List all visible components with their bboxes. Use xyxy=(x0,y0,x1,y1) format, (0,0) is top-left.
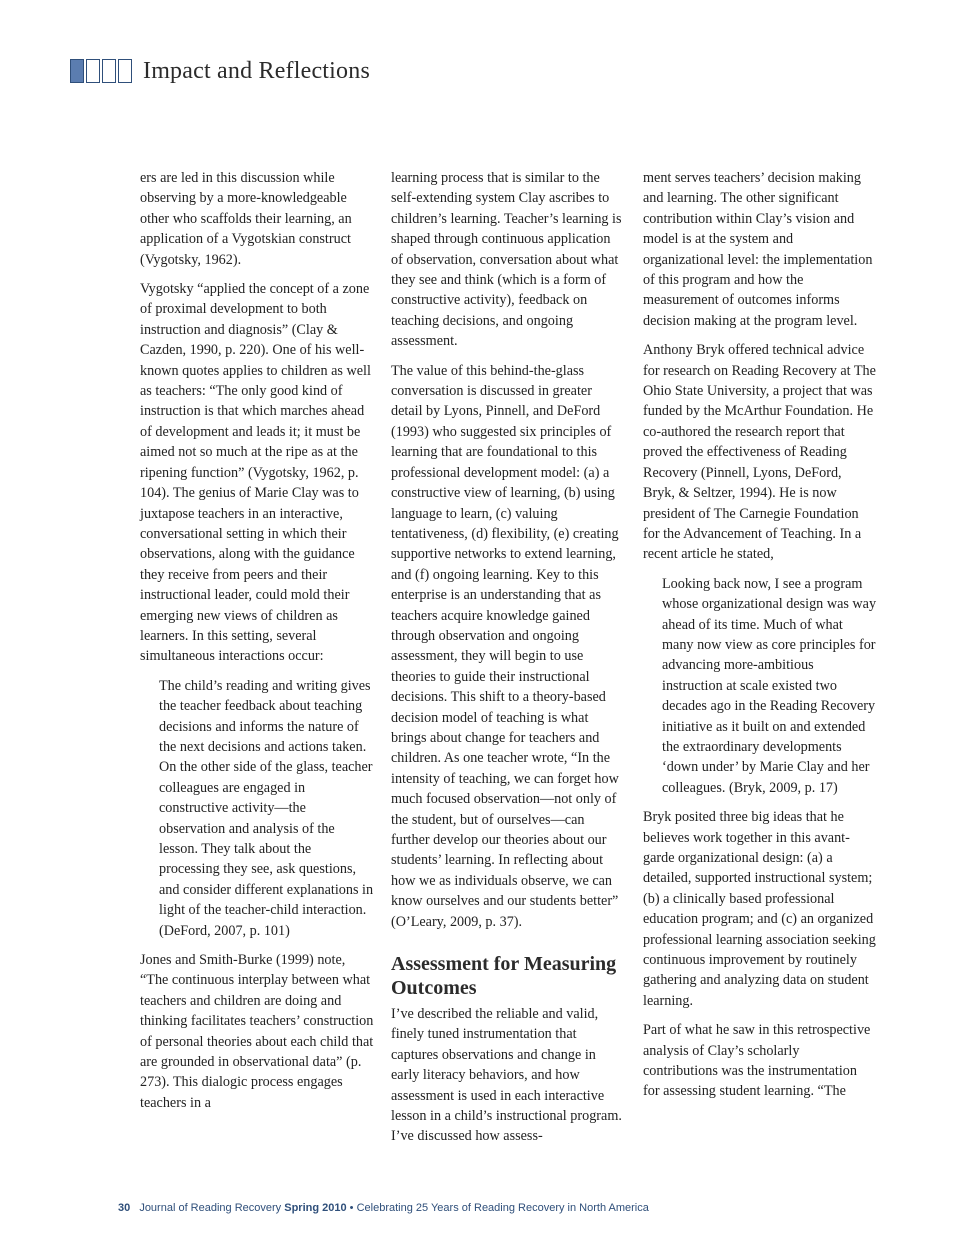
section-title: Impact and Reflections xyxy=(143,57,370,84)
footer-tagline: Celebrating 25 Years of Reading Recovery in North America xyxy=(356,1202,649,1214)
header-square-icon xyxy=(102,59,116,83)
text-column-3 xyxy=(643,168,877,1111)
paragraph: learning process that is similar to the self-extending system Clay ascribes to children’s learning. Teacher’s learning is shaped through continuous application of observation, conversation about what they see and think (which is a form of constructive activity), feedback on teaching decisions, and ongoing assessment. xyxy=(391,170,622,350)
header-square-icon xyxy=(70,59,84,83)
paragraph: Bryk posited three big ideas that he believes work together in this avant-garde organizational design: (a) a detailed, supported instructional system; (b) a clinically based professional education program; and (c) an organized professional learning association seeking continuous improvement by routinely gathering and analyzing data on student learning. xyxy=(643,809,876,1009)
text-column-1 xyxy=(140,168,374,1122)
page-header xyxy=(70,54,370,88)
page-number: 30 xyxy=(118,1202,131,1214)
journal-name: Journal of Reading Recovery xyxy=(139,1202,282,1214)
page-footer xyxy=(118,1202,649,1214)
block-quote: The child’s reading and writing gives the teacher feedback about teaching decisions and informs the nature of the next decisions and actions taken. On the other side of the glass, teacher colleagues are engaged in constructive activity—the observation and analysis of the lesson. They talk about the processing they see, ask questions, and consider different explanations in light of the teacher-child interaction. (DeFord, 2007, p. 101) xyxy=(159,677,374,939)
text-column-2 xyxy=(391,168,625,1156)
block-quote: Looking back now, I see a program whose organizational design was way ahead of its time. Much of what many now view as core principles for advancing more-ambitious instruction at scale existed two decades ago in the Reading Recovery initiative as it built on and extended the extraordinary developments ‘down under’ by Marie Clay and her colleagues. (Bryk, 2009, p. 17) xyxy=(662,575,877,796)
paragraph: Part of what he saw in this retrospective analysis of Clay’s scholarly contributions was the instrumentation for assessing student learning. “The xyxy=(643,1022,871,1100)
journal-issue: Spring 2010 xyxy=(284,1202,347,1214)
section-heading: Assessment for Measuring Outcomes xyxy=(391,953,617,1000)
paragraph: ment serves teachers’ decision making and learning. The other significant contribution within Clay’s vision and model is at the system and organizational level: the implementation of this program and how the measurement of outcomes informs decision making at the program level. xyxy=(643,170,873,329)
paragraph: Vygotsky “applied the concept of a zone of proximal development to both instruction and diagnosis” (Clay & Cazden, 1990, p. 220). One of his well-known quotes applies to children as well as teachers: “The only good kind of instruction is that which marches ahead of development and leads it; it must be aimed not so much at the ripe as at the ripening function” (Vygotsky, 1962, p. 104). The genius of Marie Clay was to juxtapose teachers in an interactive, conversational setting in which their observations, along with the guidance they receive from peers and their instructional leader, could mold their emerging new views of children as learners. In this setting, several simultaneous interactions occur: xyxy=(140,281,371,665)
paragraph: Jones and Smith-Burke (1999) note, “The continuous interplay between what teachers and children are doing and thinking facilitates teachers’ construction of personal theories about each child that are grounded in observational data” (p. 273). This dialogic process engages teachers in a xyxy=(140,952,374,1111)
paragraph: I’ve described the reliable and valid, finely tuned instrumentation that captures observations and change in early literacy behaviors, and how assessment is used in each interactive lesson in a child’s instructional program. I’ve discussed how assess- xyxy=(391,1006,622,1145)
footer-bullet: • xyxy=(349,1202,354,1214)
header-square-icon xyxy=(118,59,132,83)
paragraph: Anthony Bryk offered technical advice for research on Reading Recovery at The Ohio State University, a project that was funded by the McArthur Foundation. He co-authored the research report that proved the effectiveness of Reading Recovery (Pinnell, Lyons, DeFord, Bryk, & Seltzer, 1994). He is now president of The Carnegie Foundation for the Advancement of Teaching. In a recent article he stated, xyxy=(643,342,876,563)
paragraph: The value of this behind-the-glass conversation is discussed in greater detail by Lyons, Pinnell, and DeFord (1993) who suggested six principles of learning that are foundational to this professional development model: (a) a constructive view of learning, (b) using language to learn, (c) valuing tentativeness, (d) flexibility, (e) creating supportive networks to extend learning, and (f) ongoing learning. Key to this enterprise is an understanding that as teachers acquire knowledge gained through observation and ongoing assessment, they will begin to use theories to guide their instructional decisions. This shift to a theory-based decision model of teaching is what brings about change for teachers and children. As one teacher wrote, “In the intensity of teaching, we can forget how much focused observation—not only of the student, but of ourselves—can further develop our theories about our students’ learning. In reflecting about how we as individuals observe, we can know ourselves and our students better” (O’Leary, 2009, p. 37). xyxy=(391,362,619,930)
paragraph: ers are led in this discussion while observing by a more-knowledgeable other who scaffolds their learning, an application of a Vygotskian construct (Vygotsky, 1962). xyxy=(140,170,352,268)
header-square-icon xyxy=(86,59,100,83)
